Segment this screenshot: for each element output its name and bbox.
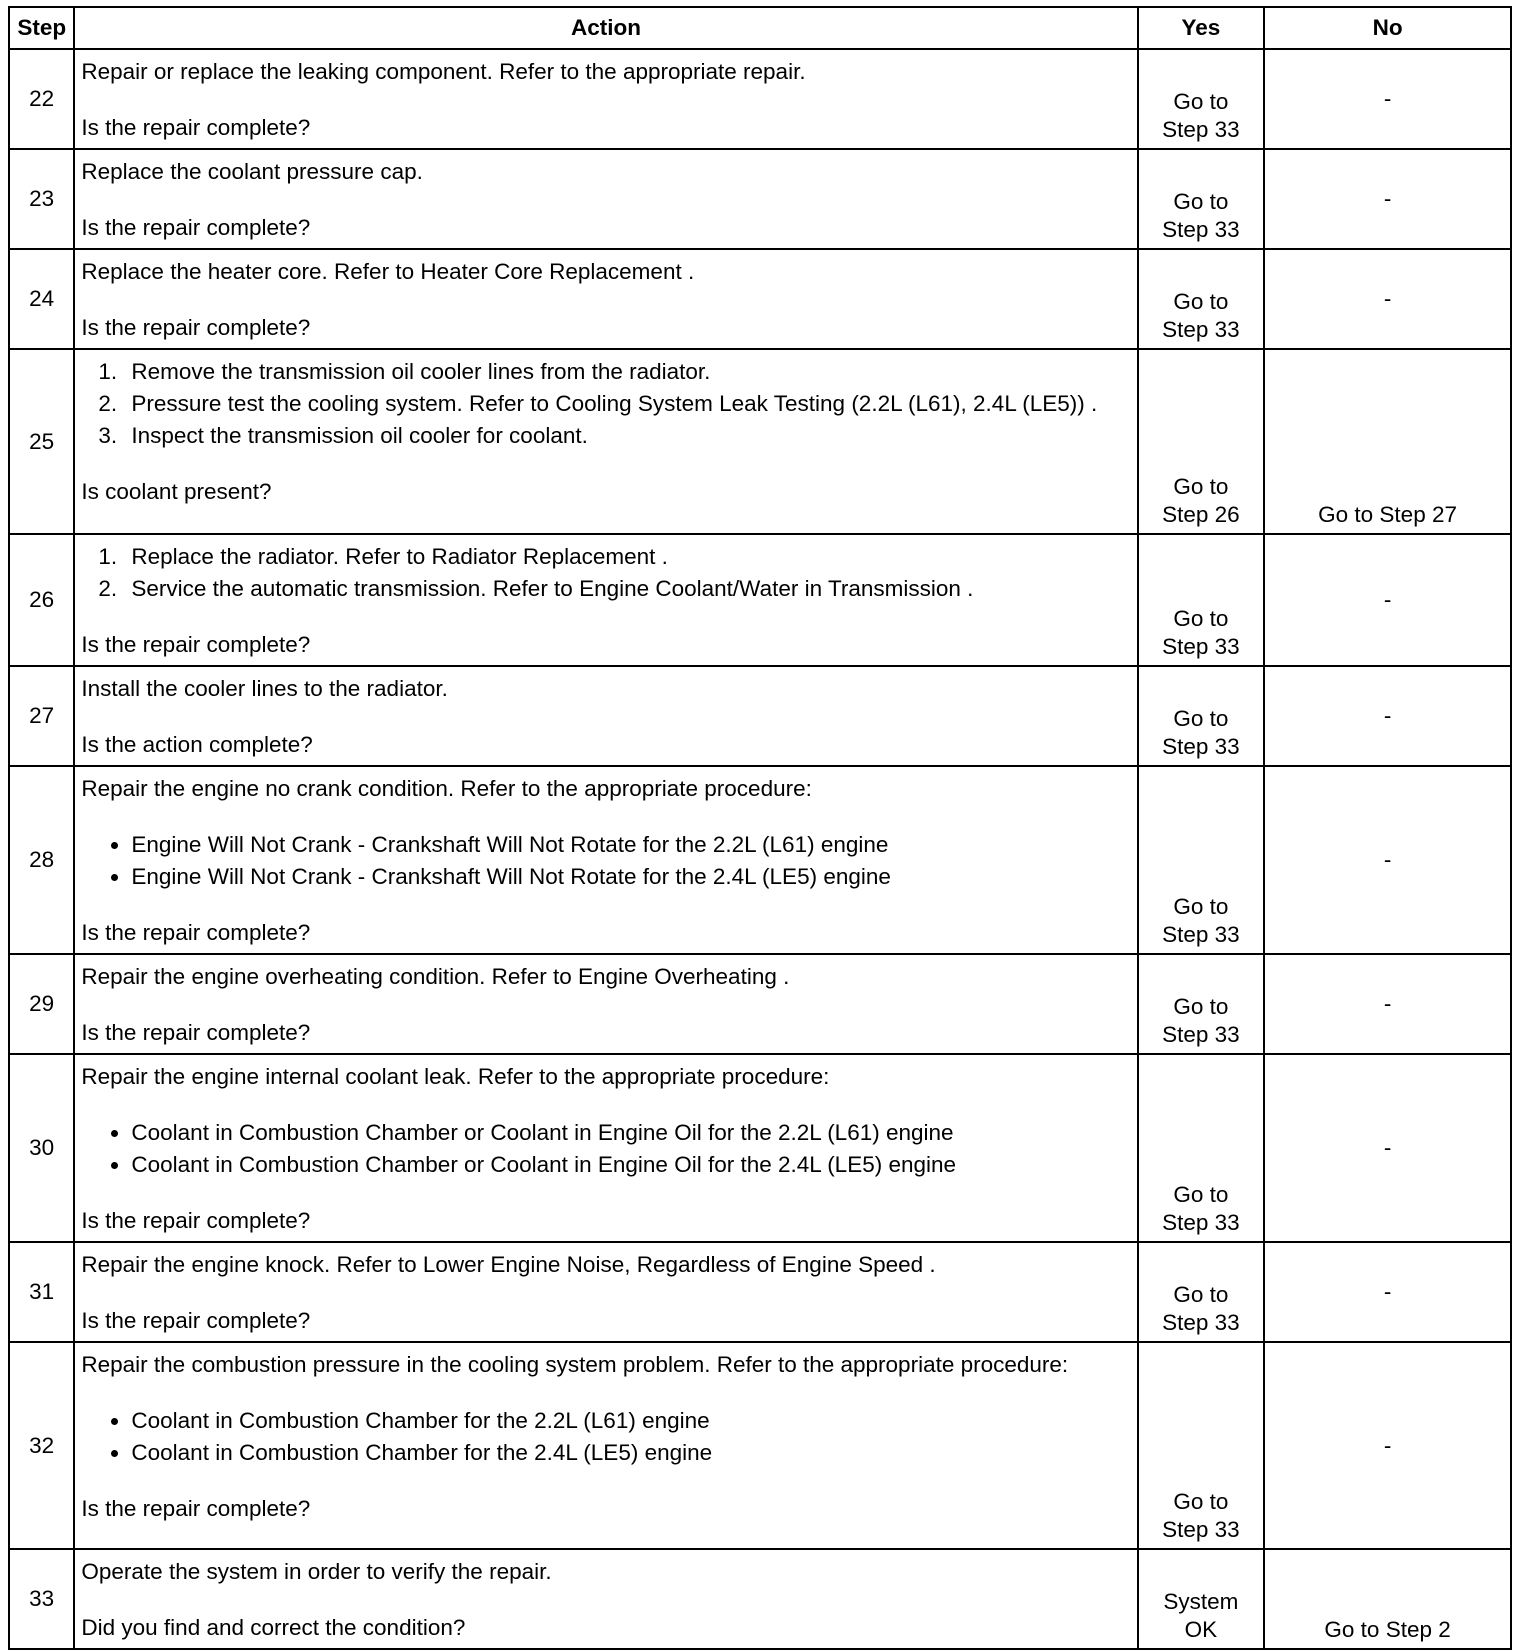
yes-line-2: Step 33 bbox=[1162, 1210, 1240, 1235]
yes-line-2: Step 33 bbox=[1162, 1022, 1240, 1047]
header-step: Step bbox=[9, 7, 74, 49]
list-item: 3. Inspect the transmission oil cooler for coolant. bbox=[123, 420, 1128, 452]
action-cell bbox=[74, 954, 1137, 1054]
yes-line-1: Go to bbox=[1173, 994, 1229, 1019]
table-row bbox=[9, 49, 1511, 149]
header-row bbox=[9, 7, 1511, 49]
yes-line-2: Step 33 bbox=[1162, 217, 1240, 242]
action-question: Did you find and correct the condition? bbox=[81, 1615, 466, 1640]
no-cell: - bbox=[1264, 1242, 1511, 1342]
action-text: Repair the engine overheating condition. Refer to Engine Overheating . bbox=[81, 964, 790, 989]
yes-line-1: System bbox=[1163, 1589, 1239, 1614]
yes-line-2: Step 26 bbox=[1162, 502, 1240, 527]
yes-cell bbox=[1138, 349, 1265, 534]
action-question: Is the repair complete? bbox=[81, 215, 311, 240]
no-cell: - bbox=[1264, 149, 1511, 249]
bullet-list bbox=[81, 1117, 1128, 1181]
step-number: 30 bbox=[9, 1054, 74, 1242]
no-cell: - bbox=[1264, 954, 1511, 1054]
list-item: • Coolant in Combustion Chamber or Coolant in Engine Oil for the 2.4L (LE5) engine bbox=[131, 1149, 1128, 1181]
list-item: • Engine Will Not Crank - Crankshaft Will Not Rotate for the 2.2L (L61) engine bbox=[131, 829, 1128, 861]
action-question: Is the repair complete? bbox=[81, 1020, 311, 1045]
step-number: 27 bbox=[9, 666, 74, 766]
action-cell bbox=[74, 149, 1137, 249]
table-row bbox=[9, 534, 1511, 666]
yes-line-1: Go to bbox=[1173, 89, 1229, 114]
no-cell: Go to Step 2 bbox=[1264, 1549, 1511, 1649]
action-question: Is coolant present? bbox=[81, 479, 272, 504]
action-cell bbox=[74, 1054, 1137, 1242]
action-question: Is the repair complete? bbox=[81, 632, 311, 657]
action-cell bbox=[74, 249, 1137, 349]
yes-cell bbox=[1138, 149, 1265, 249]
action-question: Is the action complete? bbox=[81, 732, 313, 757]
table-row bbox=[9, 1549, 1511, 1649]
yes-cell bbox=[1138, 766, 1265, 954]
table-row bbox=[9, 1054, 1511, 1242]
yes-cell bbox=[1138, 1549, 1265, 1649]
action-cell bbox=[74, 49, 1137, 149]
step-number: 24 bbox=[9, 249, 74, 349]
header-action: Action bbox=[74, 7, 1137, 49]
table-row bbox=[9, 349, 1511, 534]
diagnostic-table bbox=[8, 6, 1512, 1650]
action-cell bbox=[74, 534, 1137, 666]
table-row bbox=[9, 249, 1511, 349]
list-item: 2. Service the automatic transmission. Refer to Engine Coolant/Water in Transmission . bbox=[123, 573, 1128, 605]
step-number: 26 bbox=[9, 534, 74, 666]
table-row bbox=[9, 954, 1511, 1054]
action-text: Install the cooler lines to the radiator. bbox=[81, 676, 448, 701]
no-cell: Go to Step 27 bbox=[1264, 349, 1511, 534]
yes-line-1: Go to bbox=[1173, 1182, 1229, 1207]
numbered-list bbox=[81, 541, 1128, 605]
step-number: 31 bbox=[9, 1242, 74, 1342]
action-cell bbox=[74, 1242, 1137, 1342]
yes-line-1: Go to bbox=[1173, 1282, 1229, 1307]
action-text: Replace the coolant pressure cap. bbox=[81, 159, 423, 184]
yes-line-1: Go to bbox=[1173, 289, 1229, 314]
yes-line-1: Go to bbox=[1173, 606, 1229, 631]
yes-cell bbox=[1138, 534, 1265, 666]
no-cell: - bbox=[1264, 666, 1511, 766]
yes-line-2: Step 33 bbox=[1162, 317, 1240, 342]
no-cell: - bbox=[1264, 766, 1511, 954]
step-number: 28 bbox=[9, 766, 74, 954]
table-row bbox=[9, 766, 1511, 954]
header-no: No bbox=[1264, 7, 1511, 49]
yes-line-2: Step 33 bbox=[1162, 922, 1240, 947]
yes-line-2: OK bbox=[1184, 1617, 1218, 1642]
step-number: 23 bbox=[9, 149, 74, 249]
table-row bbox=[9, 149, 1511, 249]
action-text: Repair the engine internal coolant leak. Refer to the appropriate procedure: bbox=[81, 1064, 830, 1089]
no-cell: - bbox=[1264, 534, 1511, 666]
action-question: Is the repair complete? bbox=[81, 1496, 311, 1521]
action-cell bbox=[74, 349, 1137, 534]
step-number: 22 bbox=[9, 49, 74, 149]
action-text: Repair the engine knock. Refer to Lower Engine Noise, Regardless of Engine Speed . bbox=[81, 1252, 936, 1277]
yes-cell bbox=[1138, 49, 1265, 149]
yes-cell bbox=[1138, 1342, 1265, 1549]
no-cell: - bbox=[1264, 1342, 1511, 1549]
action-question: Is the repair complete? bbox=[81, 920, 311, 945]
yes-cell bbox=[1138, 1054, 1265, 1242]
yes-line-1: Go to bbox=[1173, 1489, 1229, 1514]
action-text: Repair or replace the leaking component. Refer to the appropriate repair. bbox=[81, 59, 806, 84]
action-text: Repair the combustion pressure in the cooling system problem. Refer to the appropriate procedure: bbox=[81, 1352, 1069, 1377]
list-item: 2. Pressure test the cooling system. Refer to Cooling System Leak Testing (2.2L (L61), 2.4L (LE5)) . bbox=[123, 388, 1128, 420]
action-cell bbox=[74, 666, 1137, 766]
action-question: Is the repair complete? bbox=[81, 1308, 311, 1333]
table-row bbox=[9, 666, 1511, 766]
no-cell: - bbox=[1264, 49, 1511, 149]
yes-line-2: Step 33 bbox=[1162, 634, 1240, 659]
yes-line-2: Step 33 bbox=[1162, 1310, 1240, 1335]
yes-line-1: Go to bbox=[1173, 474, 1229, 499]
no-cell: - bbox=[1264, 1054, 1511, 1242]
action-question: Is the repair complete? bbox=[81, 1208, 311, 1233]
no-cell: - bbox=[1264, 249, 1511, 349]
yes-cell bbox=[1138, 666, 1265, 766]
action-text: Repair the engine no crank condition. Refer to the appropriate procedure: bbox=[81, 776, 812, 801]
bullet-list bbox=[81, 829, 1128, 893]
action-cell bbox=[74, 1549, 1137, 1649]
yes-cell bbox=[1138, 954, 1265, 1054]
yes-line-1: Go to bbox=[1173, 706, 1229, 731]
list-item: • Coolant in Combustion Chamber or Coolant in Engine Oil for the 2.2L (L61) engine bbox=[131, 1117, 1128, 1149]
step-number: 32 bbox=[9, 1342, 74, 1549]
action-question: Is the repair complete? bbox=[81, 115, 311, 140]
yes-line-1: Go to bbox=[1173, 189, 1229, 214]
yes-line-2: Step 33 bbox=[1162, 734, 1240, 759]
yes-cell bbox=[1138, 249, 1265, 349]
header-yes: Yes bbox=[1138, 7, 1265, 49]
list-item: 1. Replace the radiator. Refer to Radiator Replacement . bbox=[123, 541, 1128, 573]
numbered-list bbox=[81, 356, 1128, 452]
yes-cell bbox=[1138, 1242, 1265, 1342]
table-row bbox=[9, 1342, 1511, 1549]
action-cell bbox=[74, 766, 1137, 954]
action-text: Replace the heater core. Refer to Heater Core Replacement . bbox=[81, 259, 695, 284]
yes-line-1: Go to bbox=[1173, 894, 1229, 919]
table-row bbox=[9, 1242, 1511, 1342]
diagnostic-table-page bbox=[8, 6, 1512, 1650]
list-item: • Coolant in Combustion Chamber for the 2.2L (L61) engine bbox=[131, 1405, 1128, 1437]
list-item: • Coolant in Combustion Chamber for the 2.4L (LE5) engine bbox=[131, 1437, 1128, 1469]
step-number: 25 bbox=[9, 349, 74, 534]
yes-line-2: Step 33 bbox=[1162, 117, 1240, 142]
step-number: 29 bbox=[9, 954, 74, 1054]
action-text: Operate the system in order to verify the repair. bbox=[81, 1559, 552, 1584]
list-item: 1. Remove the transmission oil cooler lines from the radiator. bbox=[123, 356, 1128, 388]
bullet-list bbox=[81, 1405, 1128, 1469]
action-question: Is the repair complete? bbox=[81, 315, 311, 340]
action-cell bbox=[74, 1342, 1137, 1549]
list-item: • Engine Will Not Crank - Crankshaft Will Not Rotate for the 2.4L (LE5) engine bbox=[131, 861, 1128, 893]
yes-line-2: Step 33 bbox=[1162, 1517, 1240, 1542]
step-number: 33 bbox=[9, 1549, 74, 1649]
